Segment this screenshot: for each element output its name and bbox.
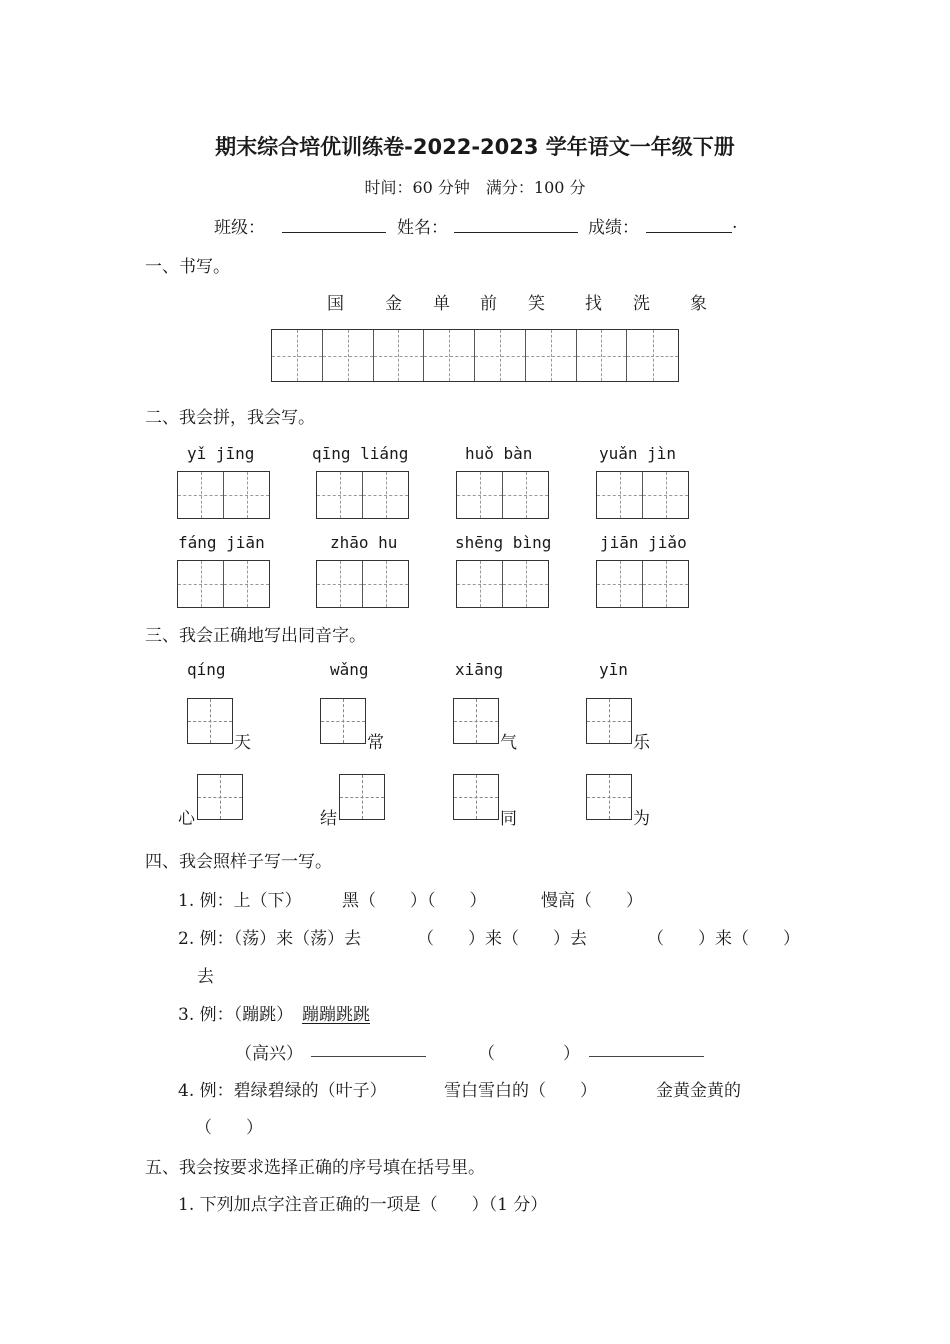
homophone-cell[interactable] [453, 698, 499, 744]
name-label: 姓名： [397, 218, 448, 238]
pinyin-label: yǐ jīng [187, 444, 255, 463]
section-1-heading: 一、书写。 [145, 257, 230, 277]
homophone-cell[interactable] [187, 698, 233, 744]
q4-blank-a[interactable]: 雪白雪白的（ ） [444, 1081, 597, 1101]
word-grid[interactable] [456, 471, 549, 519]
word-grid[interactable] [316, 471, 409, 519]
section-3-heading: 三、我会正确地写出同音字。 [145, 626, 366, 646]
pinyin-label: yuǎn jìn [599, 444, 677, 463]
pinyin-label: qīng liáng [312, 444, 409, 463]
pinyin-label: huǒ bàn [465, 444, 533, 463]
writing-char: 金 [385, 294, 402, 314]
q1-blank-a[interactable]: 黑（ ）（ ） [342, 891, 487, 911]
writing-char: 笑 [528, 294, 545, 314]
homophone-char: 心 [178, 809, 195, 829]
pinyin-label: zhāo hu [330, 533, 398, 552]
homophone-char: 常 [367, 733, 384, 753]
homophone-cell[interactable] [586, 698, 632, 744]
q1-example: 1. 例：上（下） [178, 891, 302, 911]
q2-blank-a[interactable]: （ ）来（ ）去 [417, 929, 587, 949]
homophone-cell[interactable] [453, 774, 499, 820]
homophone-char: 结 [320, 809, 337, 829]
q3-example-answer: 蹦蹦跳跳 [302, 1005, 370, 1025]
pinyin-label: yīn [599, 660, 628, 679]
exam-meta: 时间：60 分钟 满分：100 分 [364, 178, 586, 197]
info-end-dot: . [732, 213, 738, 233]
pinyin-label: fáng jiān [178, 533, 265, 552]
homophone-char: 乐 [633, 733, 650, 753]
homophone-cell[interactable] [339, 774, 385, 820]
name-field[interactable] [454, 232, 578, 233]
pinyin-label: shēng bìng [455, 533, 552, 552]
writing-char: 找 [585, 294, 602, 314]
q2-tail: 去 [197, 967, 214, 987]
word-grid[interactable] [456, 560, 549, 608]
word-grid[interactable] [316, 560, 409, 608]
q4-example: 4. 例：碧绿碧绿的（叶子） [178, 1081, 387, 1101]
section-5-heading: 五、我会按要求选择正确的序号填在括号里。 [145, 1158, 485, 1178]
homophone-char: 为 [633, 809, 650, 829]
homophone-cell[interactable] [197, 774, 243, 820]
q1-blank-b[interactable]: 慢高（ ） [541, 891, 643, 911]
q3-answer-line[interactable] [589, 1056, 704, 1057]
writing-char: 前 [480, 294, 497, 314]
pinyin-label: wǎng [330, 660, 369, 679]
homophone-cell[interactable] [320, 698, 366, 744]
class-label: 班级： [214, 218, 265, 238]
q2-example: 2. 例：（荡）来（荡）去 [178, 929, 362, 949]
writing-char: 国 [327, 294, 344, 314]
word-grid[interactable] [177, 471, 270, 519]
homophone-cell[interactable] [586, 774, 632, 820]
q3-blank[interactable]: （ ） [478, 1044, 580, 1064]
section-4-heading: 四、我会照样子写一写。 [145, 852, 332, 872]
q4-prompt: 金黄金黄的 [656, 1081, 741, 1101]
homophone-char: 天 [234, 733, 251, 753]
page-title: 期末综合培优训练卷-2022-2023 学年语文一年级下册 [215, 135, 735, 159]
s5-question-1: 1. 下列加点字注音正确的一项是（ ）（1 分） [178, 1195, 548, 1215]
score-label: 成绩： [588, 218, 639, 238]
writing-char: 单 [433, 294, 450, 314]
word-grid[interactable] [596, 560, 689, 608]
q2-blank-b[interactable]: （ ）来（ ） [647, 929, 800, 949]
pinyin-label: jiān jiǎo [600, 533, 687, 552]
q4-blank-b[interactable]: （ ） [195, 1118, 263, 1138]
pinyin-label: qíng [187, 660, 226, 679]
homophone-char: 气 [500, 733, 517, 753]
writing-char: 象 [690, 294, 707, 314]
q3-example: 3. 例：（蹦跳） [178, 1005, 294, 1025]
q3-prompt: （高兴） [235, 1044, 303, 1064]
homophone-char: 同 [500, 809, 517, 829]
score-field[interactable] [646, 232, 732, 233]
q3-answer-line[interactable] [311, 1056, 426, 1057]
word-grid[interactable] [177, 560, 270, 608]
writing-char: 洗 [633, 294, 650, 314]
writing-grid[interactable] [271, 329, 679, 382]
section-2-heading: 二、我会拼，我会写。 [145, 408, 315, 428]
pinyin-label: xiāng [455, 660, 504, 679]
word-grid[interactable] [596, 471, 689, 519]
class-field[interactable] [282, 232, 386, 233]
